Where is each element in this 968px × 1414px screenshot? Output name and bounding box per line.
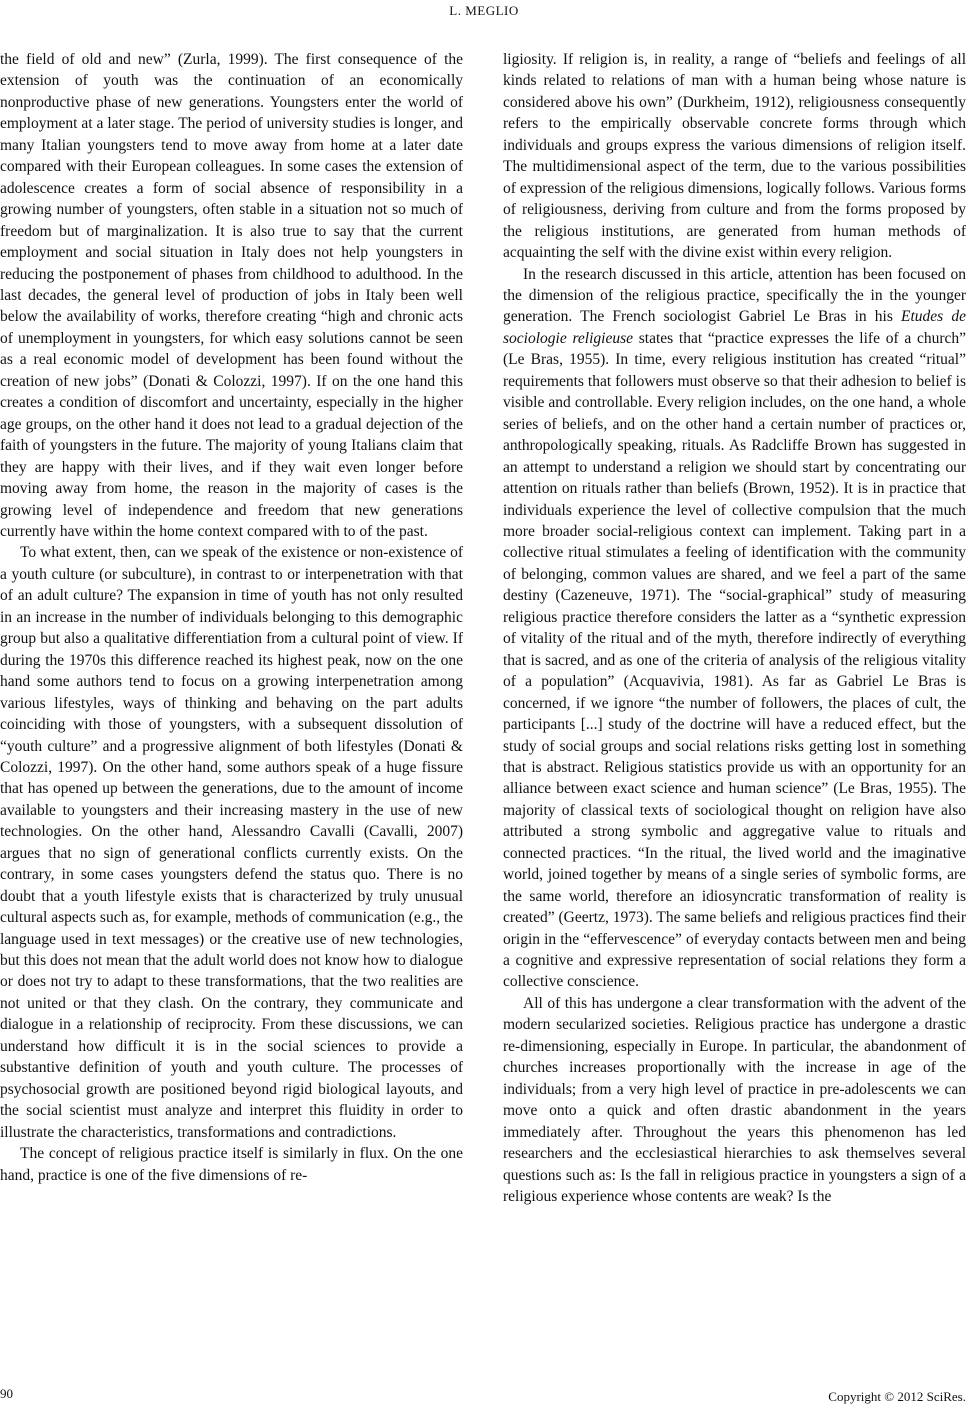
body-paragraph: All of this has undergone a clear transformation with the advent of the modern secularized societies. Religious practice has undergone a drastic re-dimensioning, especially in Europe. In particular, the abandonment of churches increases proportionally with the increase in age of the individuals; from a very high level of practice in pre-adolescents we can move onto a quick and often drastic abandonment in the years immediately after. Throughout the years this phenomenon has led researchers and the ecclesiastical hierarchies to ask themselves several questions such as: Is the fall in religious practice in youngsters a sign of a religious experience whose contents are weak? Is the — [503, 994, 966, 1206]
body-paragraph: ligiosity. If religion is, in reality, a range of “beliefs and feelings of all kinds related to relations of man with a human being whose nature is considered above his own” (Durkheim, 1912), religiousness consequently refers to the empirically observable concrete forms through which individuals and groups express the various dimensions of religion itself. The multidimensional aspect of the term, due to the various possibilities of expression of the religious dimensions, logically follows. Various forms of religiousness, deriving from culture and from the forms proposed by the religious institutions, are generated from human methods of acquainting the self with the divine exist within every religion. — [503, 51, 966, 262]
body-paragraph: the field of old and new” (Zurla, 1999). The first consequence of the extension of youth was the continuation of an economically nonproductive phase of new generations. Youngsters enter the world of employment at a later stage. The period of university studies is longer, and many Italian youngsters tend to move away from home at a later date compared with their European colleagues. In some cases the extension of adolescence creates a form of social absence of responsibility in a growing number of youngsters, often stable in a situation not so much of freedom but of marginalization. It is also true to say that the current employment and social situation in Italy does not help youngsters in reducing the postponement of phases from childhood to adulthood. In the last decades, the general level of production of jobs in Italy been well below the availability of works, therefore creating “high and chronic acts of unemployment in youngsters, for which easy solutions cannot be seen as a real economic model of development has been found without the creation of new jobs” (Donati & Colozzi, 1997). If on the one hand this creates a condition of discomfort and uncertainty, especially in the higher age groups, on the other hand it does not lead to a gradual dejection of the faith of youngsters in the future. The majority of young Italians claim that they are happy with their lives, and if they wait even longer before moving away from home, the reason in the majority of cases is the growing level of independence and freedom that new generations currently have within the home context compared with to of the past. — [0, 51, 463, 540]
body-paragraph: The concept of religious practice itself is similarly in flux. On the one hand, practice is one of the five dimensions of re- — [0, 1145, 463, 1184]
copyright-notice: Copyright © 2012 SciRes. — [828, 1389, 966, 1404]
body-paragraph: To what extent, then, can we speak of the existence or non-existence of a youth culture (or subculture), in contrast to or interpenetration with that of an adult culture? The expansion in time of youth has not only resulted in an increase in the number of individuals belonging to this demographic group but also a qualitative differentiation from a cultural point of view. If during the 1970s this difference reached its highest peak, now on the one hand some authors tend to focus on a growing interpenetration among various lifestyles, ways of thinking and behaving on the part adults coinciding with those of youngsters, with a subsequent dissolution of “youth culture” and a progressive alignment of both lifestyles (Donati & Colozzi, 1997). On the other hand, some authors speak of a huge fissure that has opened up between the generations, due to the amount of income available to youngsters and their increasing mastery in the use of new technologies. On the other hand, Alessandro Cavalli (Cavalli, 2007) argues that no sign of generational conflicts currently exists. On the contrary, in some cases youngsters defend the status quo. There is no doubt that a youth lifestyle exists that is characterized by truly unusual cultural aspects such as, for example, methods of communication (e.g., the language used in text messages) or the creative use of new technologies, but this does not mean that the adult world does not know how to dialogue or does not try to adapt to these transformations, that the two realities are not united or that they clash. On the contrary, they communicate and dialogue in a relationship of reciprocity. From these discussions, we can understand how difficult it is in the social sciences to provide a substantive definition of youth and youth culture. The processes of psychosocial growth are positioned beyond rigid biological layouts, and the social scientist must analyze and interpret this fluidity in order to illustrate the characteristics, transformations and contradictions. — [0, 544, 463, 1141]
paragraph-text: In the research discussed in this article, attention has been focused on the dimension of the religious practice, specifically the in the younger generation. The French sociologist Gabriel Le Bras in his — [503, 265, 966, 326]
book-title: Etudes de sociologie religieuse — [503, 308, 966, 347]
page-number: 90 — [0, 1386, 13, 1401]
right-column — [503, 49, 966, 1207]
paragraph-text: states that “practice expresses the life of a church” (Le Bras, 1955). In time, every religious institution has created “ritual” requirements that followers must observe so that their adhesion to belief is visible and controllable. Every religion includes, on the one hand, a whole series of beliefs, and on the other hand a certain number of practices or, anthropologically speaking, rituals. As Radcliffe Brown has suggested in an attempt to understand a religion we should start by concentrating our attention on rituals rather than beliefs (Brown, 1952). It is in practice that individuals experience the level of collective compulsion that the much more broader social-religious context can implement. Taking part in a collective ritual stimulates a feeling of identification with the community of belonging, common values are shared, and we feel a part of the same destiny (Cazeneuve, 1971). The “social-graphical” study of measuring religious practice therefore considers the latter as a “synthetic expression of vitality of the ritual and of the myth, therefore indirectly of everything that is sacred, and as one of the criteria of analysis of the religious vitality of a population” (Acquavivia, 1981). As far as Gabriel Le Bras is concerned, if we ignore “the number of followers, the places of cult, the participants [...] study of the doctrine will have a reduced effect, but the study of social groups and social relations risks getting lost in something that is abstract. Religious statistics provide us with an opportunity for an alliance between exact science and human science” (Le Bras, 1955). The majority of classical texts of sociological thought on religion have also attributed a strong symbolic and aggregative value to rituals and connected practices. “In the ritual, the lived world and the imaginative world, joined together by means of a single series of symbolic forms, are the same world, therefore an idiosyncratic transformation of reality is created” (Geertz, 1973). The same beliefs and religious practices find their origin in the “effervescence” of everyday contacts between men and being a cognitive and expressive representation of social relations they form a collective conscience. — [503, 329, 966, 991]
running-head: L. MEGLIO — [449, 3, 519, 18]
body-paragraph — [503, 264, 966, 993]
left-column — [0, 49, 463, 1186]
